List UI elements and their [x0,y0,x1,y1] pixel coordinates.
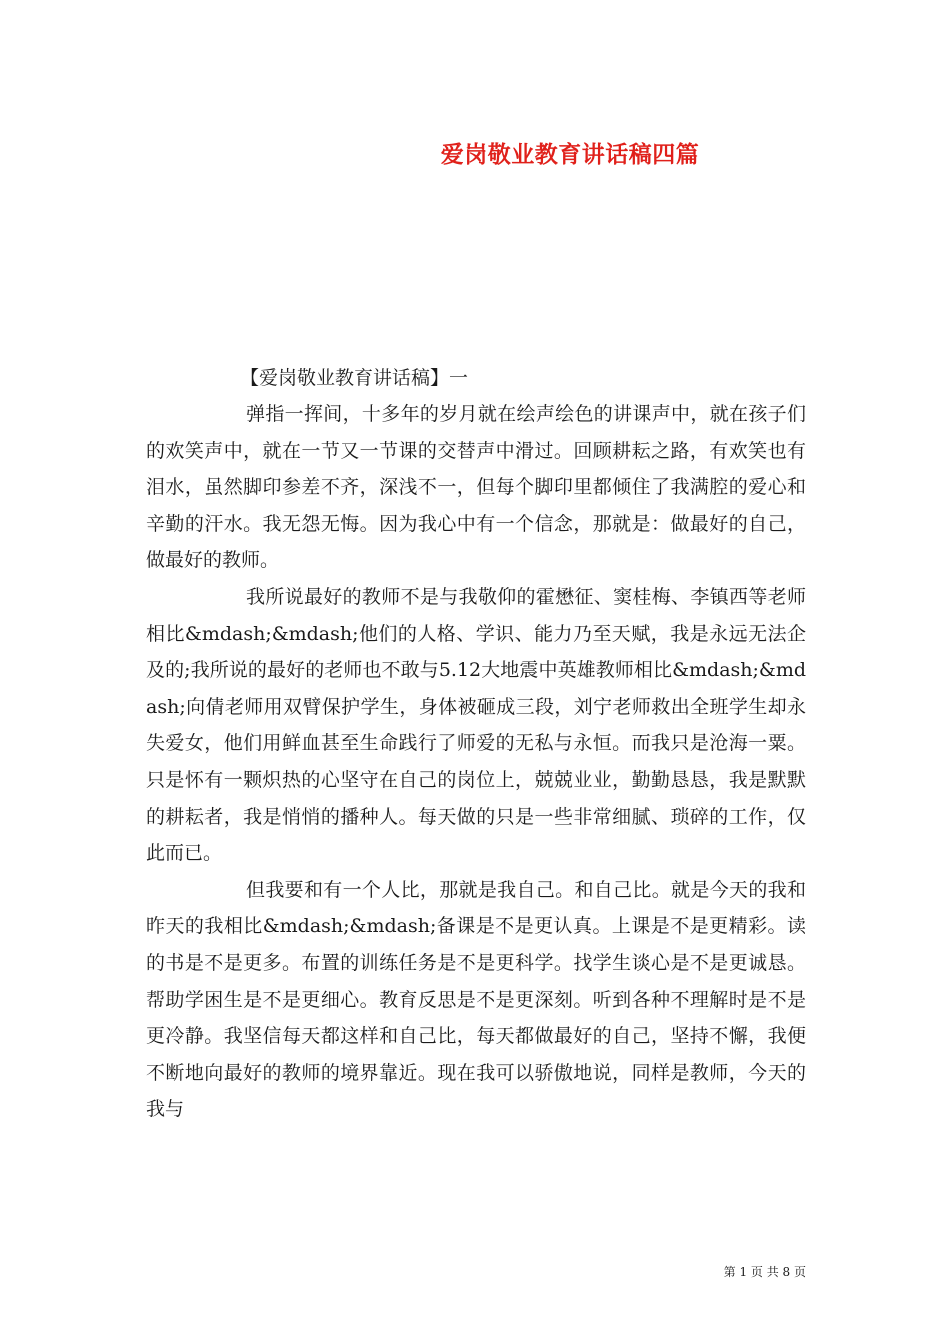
section-heading: 【爱岗敬业教育讲话稿】一 [240,367,469,389]
page-footer: 第 1 页 共 8 页 [723,1265,806,1279]
document-title: 爱岗敬业教育讲话稿四篇 [440,142,700,168]
paragraph: 但我要和有一个人比，那就是我自己。和自己比。就是今天的我和昨天的我相比&mdash;&mdash;备课是不是更认真。上课是不是更精彩。读的书是不是更多。布置的训练任务是不是更科学。找学生谈心是不是更诚恳。帮助学困生是不是更细心。教育反思是不是更深刻。听到各种不理解时是不是更冷静。我坚信每天都这样和自己比，每天都做最好的自己，坚持不懈，我便不断地向最好的教师的境界靠近。现在我可以骄傲地说，同样是教师，今天的我与 [146,878,806,1121]
paragraph: 弹指一挥间，十多年的岁月就在绘声绘色的讲课声中，就在孩子们的欢笑声中，就在一节又一节课的交替声中滑过。回顾耕耘之路，有欢笑也有泪水，虽然脚印参差不齐，深浅不一，但每个脚印里都倾住了我满腔的爱心和辛勤的汗水。我无怨无悔。因为我心中有一个信念，那就是：做最好的自己，做最好的教师。 [146,403,806,572]
paragraph: 我所说最好的教师不是与我敬仰的霍懋征、窦桂梅、李镇西等老师相比&mdash;&mdash;他们的人格、学识、能力乃至天赋，我是永远无法企及的;我所说的最好的老师也不敢与5.12大地震中英雄教师相比&mdash;&mdash;向倩老师用双臂保护学生，身体被砸成三段，刘宁老师救出全班学生却永失爱女，他们用鲜血甚至生命践行了师爱的无私与永恒。而我只是沧海一粟。只是怀有一颗炽热的心坚守在自己的岗位上，兢兢业业，勤勤恳恳，我是默默的耕耘者，我是悄悄的播种人。每天做的只是一些非常细腻、琐碎的工作，仅此而已。 [146,585,806,865]
body-text [146,396,806,1128]
